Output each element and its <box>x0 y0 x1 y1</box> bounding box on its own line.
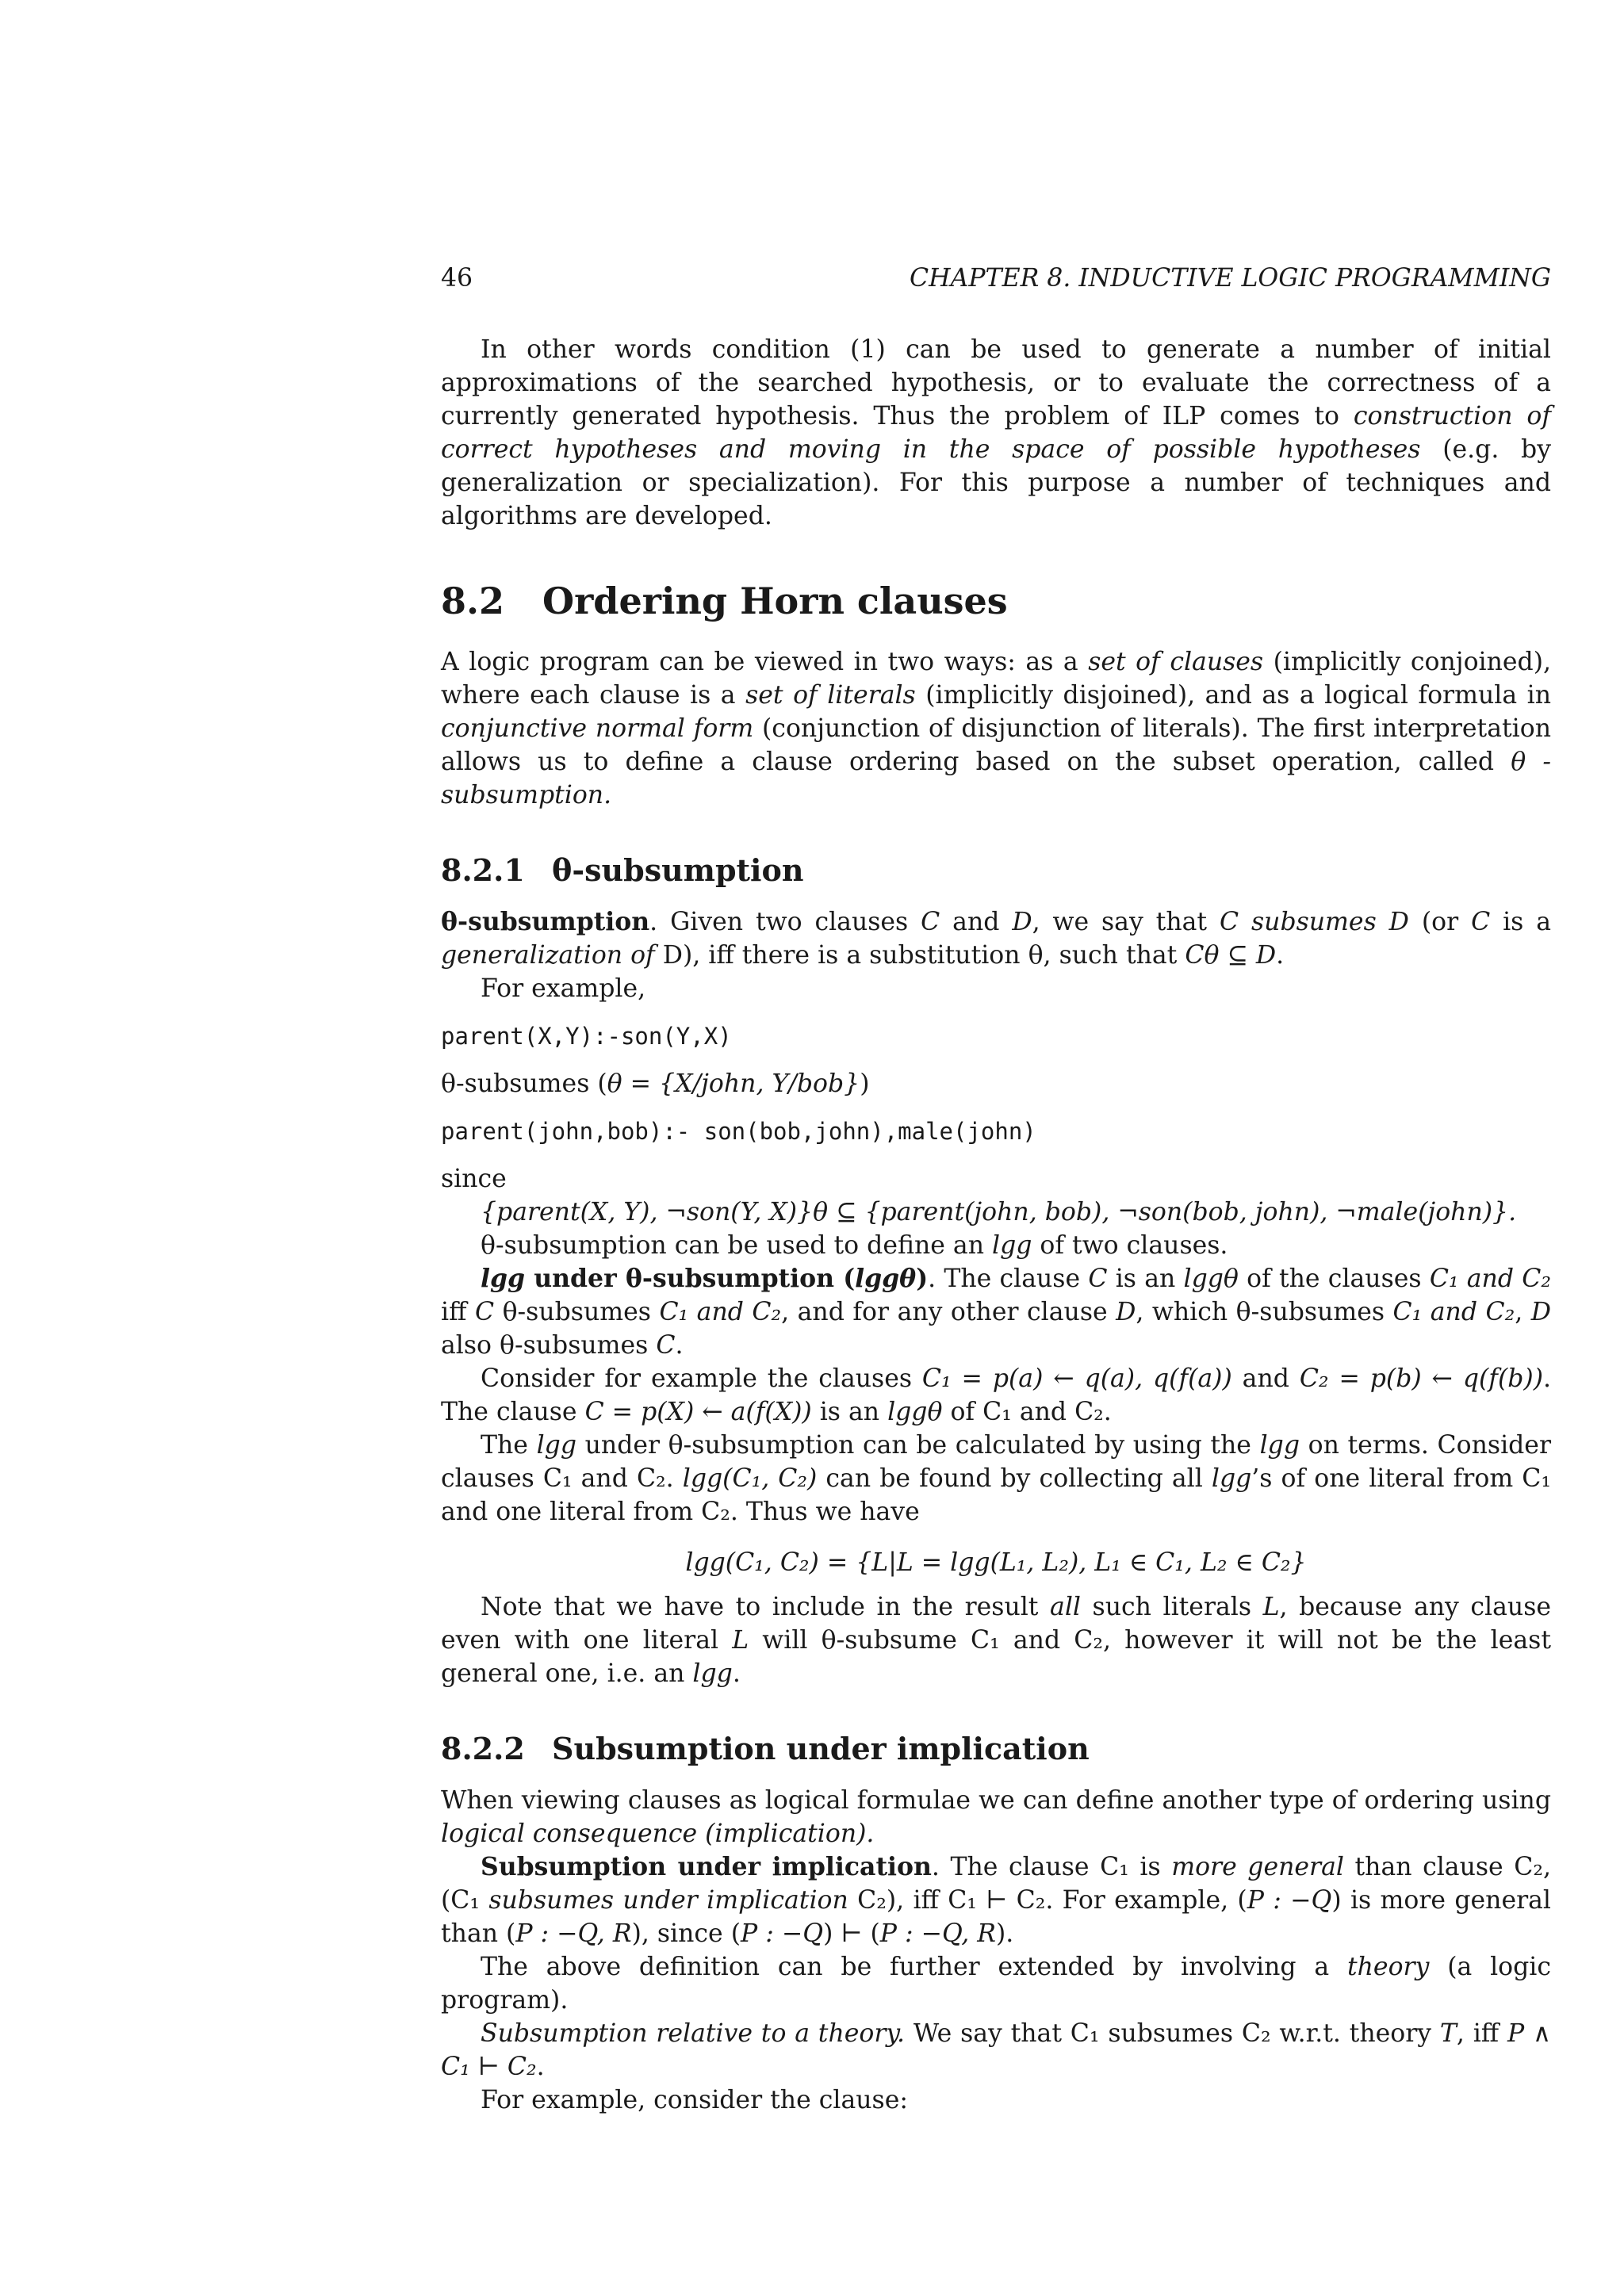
code-clause-2: parent(john,bob):- son(bob,john),male(john) <box>441 1118 1036 1145</box>
code-clause-1: parent(X,Y):-son(Y,X) <box>441 1023 732 1050</box>
lgg-note-paragraph: Note that we have to include in the result all such literals L, because any clause even with one literal L will θ-subsume C₁ and C₂, however it will not be the least general one, i.e. an lgg. <box>441 1593 1551 1688</box>
lgg-example-paragraph: Consider for example the clauses C₁ = p(a) ← q(a), q(f(a)) and C₂ = p(b) ← q(f(b)). The clause C = p(X) ← a(f(X)) is an lggθ of C₁ and C₂. <box>441 1364 1551 1426</box>
lgg-theta-definition: lgg under θ-subsumption (lggθ). The clause C is an lggθ of the clauses C₁ and C₂ iff C θ-subsumes C₁ and C₂, and for any other clause D, which θ-subsumes C₁ and C₂, D also θ-subsumes C. <box>441 1264 1552 1360</box>
theta-subsumption-definition: θ-subsumption. Given two clauses C and D, we say that C subsumes D (or C is a generalization of D), iff there is a substitution θ, such that Cθ ⊆ D. <box>441 907 1552 970</box>
section-8-2-paragraph: A logic program can be viewed in two ways: as a set of clauses (implicitly conjoined), where each clause is a set of literals (implicitly disjoined), and as a logical formula in conjunctive normal form (conjunction of disjunction of literals). The first interpretation allows us to define a clause ordering based on the subset operation, called θ - subsumption. <box>441 648 1552 809</box>
page-number: 46 <box>441 264 473 293</box>
page-body <box>441 262 1551 2117</box>
theory-extension-line: The above definition can be further extended by involving a theory (a logic program). <box>441 1953 1552 2015</box>
set-inclusion-line: {parent(X, Y), ¬son(Y, X)}θ ⊆ {parent(john, bob), ¬son(bob, john), ¬male(john)}. <box>481 1198 1517 1226</box>
for-example-line: For example, <box>481 974 646 1003</box>
subsumes-line: θ-subsumes (θ = {X/john, Y/bob}) <box>441 1070 870 1098</box>
lgg-intro-line: θ-subsumption can be used to define an lgg of two clauses. <box>481 1231 1228 1260</box>
final-example-line: For example, consider the clause: <box>481 2086 908 2114</box>
running-title: CHAPTER 8. INDUCTIVE LOGIC PROGRAMMING <box>910 264 1551 293</box>
subsection-heading-8-2-2: 8.2.2 Subsumption under implication <box>441 1731 1090 1766</box>
relative-subsumption-definition: Subsumption relative to a theory. We say that C₁ subsumes C₂ w.r.t. theory T, iff P ∧ C₁ ⊢ C₂. <box>441 2019 1552 2081</box>
implication-definition: Subsumption under implication. The clause C₁ is more general than clause C₂, (C₁ subsumes under implication C₂), iff C₁ ⊢ C₂. For example, (P : −Q) is more general than (P : −Q, R), since (P : −Q) ⊢ (P : −Q, R). <box>441 1852 1551 1948</box>
since-line: since <box>441 1165 507 1193</box>
section-heading-8-2: 8.2 Ordering Horn clauses <box>441 580 1008 622</box>
subsection-heading-8-2-1: 8.2.1 θ-subsumption <box>441 852 804 888</box>
section-8-2-2-intro: When viewing clauses as logical formulae we can define another type of ordering using logical consequence (implication). <box>441 1786 1551 1848</box>
lgg-calculation-paragraph: The lgg under θ-subsumption can be calculated by using the lgg on terms. Consider clauses C₁ and C₂. lgg(C₁, C₂) can be found by collecting all lgg’s of one literal from C₁ and one literal from C₂. Thus we have <box>441 1431 1552 1526</box>
running-header <box>441 262 1551 295</box>
lgg-formula: lgg(C₁, C₂) = {L|L = lgg(L₁, L₂), L₁ ∈ C₁, L₂ ∈ C₂} <box>685 1548 1307 1577</box>
intro-paragraph: In other words condition (1) can be used to generate a number of initial approximations of the searched hypothesis, or to evaluate the correctness of a currently generated hypothesis. Thus the problem of ILP comes to construction of correct hypotheses and moving in the space of possible hypotheses (e.g. by generalization or specialization). For this purpose a number of techniques and algorithms are developed. <box>441 335 1552 530</box>
